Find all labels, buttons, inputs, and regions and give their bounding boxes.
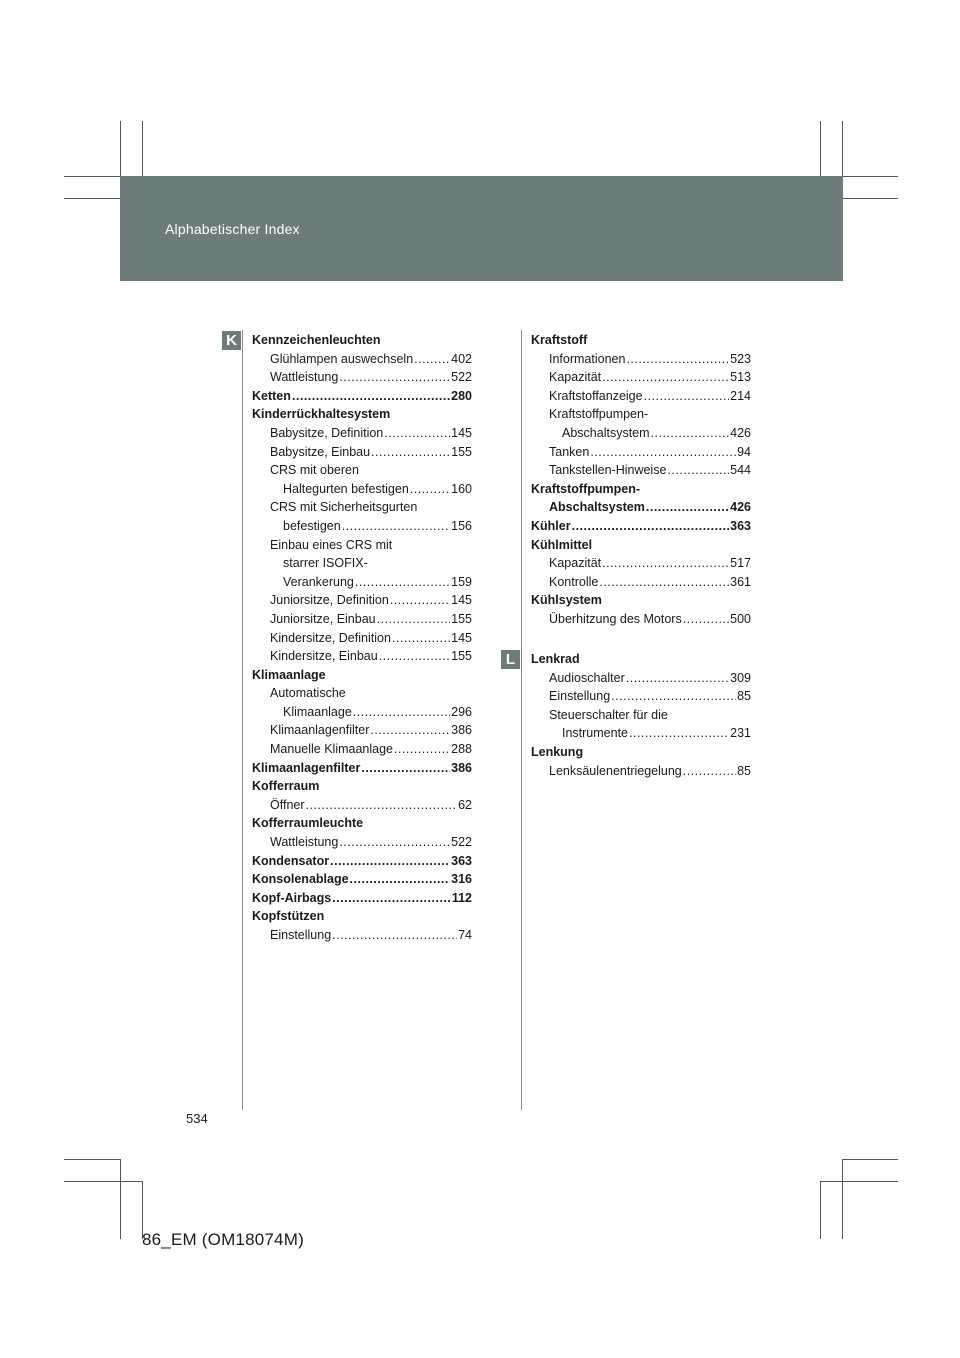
crop-mark xyxy=(820,1181,898,1182)
leader-dots xyxy=(602,554,729,573)
index-entry-text: starrer ISOFIX- xyxy=(283,556,368,571)
leader-dots xyxy=(646,498,729,517)
crop-mark xyxy=(842,1159,898,1160)
index-entry xyxy=(252,814,472,833)
index-entry-text: Lenkung xyxy=(531,744,584,759)
index-entry-text: Klimaanlage xyxy=(283,704,352,719)
index-entry xyxy=(252,647,472,666)
index-entry xyxy=(252,573,472,592)
index-entry-page: 288 xyxy=(451,742,472,757)
index-entry-page: 513 xyxy=(730,370,751,385)
leader-dots xyxy=(667,461,729,480)
leader-dots xyxy=(390,591,450,610)
leader-dots xyxy=(394,740,450,759)
index-entry xyxy=(252,759,472,778)
index-entry xyxy=(531,461,751,480)
index-column-right-l xyxy=(531,650,751,780)
index-entry xyxy=(531,591,751,610)
leader-dots xyxy=(414,350,450,369)
index-entry-text: Kraftstoff xyxy=(531,333,588,347)
index-entry-page: 155 xyxy=(451,649,472,664)
index-entry xyxy=(531,368,751,387)
index-entry-page: 500 xyxy=(730,611,751,626)
leader-dots xyxy=(626,669,729,688)
leader-dots xyxy=(683,610,729,629)
index-entry-text: CRS mit Sicherheitsgurten xyxy=(270,500,418,515)
letter-tab-k: K xyxy=(222,331,241,350)
index-entry-page: 62 xyxy=(458,797,472,812)
index-entry-text: Kontrolle xyxy=(549,574,599,589)
index-entry xyxy=(252,536,472,555)
index-entry-text: Lenksäulenentriegelung xyxy=(549,763,682,778)
index-entry xyxy=(531,405,751,424)
leader-dots xyxy=(626,350,729,369)
index-entry-text: Juniorsitze, Einbau xyxy=(270,611,376,626)
index-entry-page: 74 xyxy=(458,928,472,942)
index-entry-page: 386 xyxy=(451,723,472,738)
index-entry-page: 214 xyxy=(730,388,751,403)
index-entry xyxy=(252,907,472,926)
leader-dots xyxy=(644,387,730,406)
index-entry-text: Abschaltsystem xyxy=(549,500,645,515)
index-entry-text: Kühler xyxy=(531,518,571,533)
index-entry-page: 522 xyxy=(451,370,472,385)
index-entry-page: 426 xyxy=(730,500,751,515)
leader-dots xyxy=(370,721,450,740)
index-entry-text: Kraftstoffpumpen- xyxy=(531,481,641,496)
leader-dots xyxy=(332,889,451,908)
leader-dots xyxy=(371,443,450,462)
crop-mark xyxy=(64,1181,142,1182)
index-entry-text: Juniorsitze, Definition xyxy=(270,593,389,608)
index-entry-page: 361 xyxy=(730,574,751,589)
index-entry xyxy=(531,724,751,743)
index-entry xyxy=(252,331,472,350)
leader-dots xyxy=(572,517,730,536)
index-entry-text: Kofferraumleuchte xyxy=(252,816,364,831)
leader-dots xyxy=(683,762,736,781)
index-entry xyxy=(252,517,472,536)
index-entry xyxy=(252,443,472,462)
crop-mark xyxy=(820,1181,821,1239)
index-entry-text: Konsolenablage xyxy=(252,872,349,887)
index-entry-page: 386 xyxy=(451,760,472,775)
index-entry-text: Instrumente xyxy=(562,726,629,741)
index-entry-text: Manuelle Klimaanlage xyxy=(270,742,393,757)
index-entry xyxy=(252,387,472,406)
index-entry-text: Steuerschalter für die xyxy=(549,707,668,722)
leader-dots xyxy=(292,387,450,406)
index-entry-text: Automatische xyxy=(270,686,346,701)
index-entry-page: 363 xyxy=(730,518,751,533)
index-entry-text: Kindersitze, Definition xyxy=(270,630,391,645)
index-entry xyxy=(531,573,751,592)
index-entry xyxy=(252,684,472,703)
index-entry-text: Babysitze, Einbau xyxy=(270,444,371,459)
index-entry-text: Kondensator xyxy=(252,853,330,868)
index-entry-text: Glühlampen auswechseln xyxy=(270,351,414,366)
index-entry-page: 156 xyxy=(451,518,472,533)
index-entry xyxy=(531,706,751,725)
index-entry xyxy=(252,777,472,796)
index-entry xyxy=(252,852,472,871)
index-entry xyxy=(252,498,472,517)
crop-mark xyxy=(64,1159,120,1160)
index-entry-text: Informationen xyxy=(549,351,626,366)
index-entry xyxy=(252,833,472,852)
index-entry xyxy=(252,629,472,648)
index-entry-page: 426 xyxy=(730,425,751,440)
leader-dots xyxy=(590,443,736,462)
index-entry xyxy=(531,424,751,443)
index-entry-text: Ketten xyxy=(252,388,291,403)
leader-dots xyxy=(339,368,450,387)
index-entry-text: Kopf-Airbags xyxy=(252,890,332,905)
index-entry xyxy=(252,591,472,610)
leader-dots xyxy=(342,517,450,536)
index-entry xyxy=(252,461,472,480)
leader-dots xyxy=(611,687,736,706)
index-entry xyxy=(252,368,472,387)
index-entry-text: Kapazität xyxy=(549,556,602,571)
index-entry xyxy=(252,796,472,815)
index-entry xyxy=(531,517,751,536)
index-entry xyxy=(252,405,472,424)
index-entry-text: Kapazität xyxy=(549,370,602,385)
page-number: 534 xyxy=(186,1111,208,1126)
index-entry-text: Einstellung xyxy=(549,689,611,704)
index-entry xyxy=(252,666,472,685)
index-entry-text: CRS mit oberen xyxy=(270,463,359,478)
index-entry-page: 155 xyxy=(451,444,472,459)
index-entry xyxy=(531,743,751,762)
index-entry-page: 85 xyxy=(737,763,751,778)
leader-dots xyxy=(379,647,450,666)
index-entry-text: Klimaanlage xyxy=(252,667,326,682)
index-entry-page: 145 xyxy=(451,593,472,608)
index-entry-text: Einbau eines CRS mit xyxy=(270,537,393,552)
leader-dots xyxy=(651,424,730,443)
index-entry-page: 145 xyxy=(451,630,472,645)
index-entry xyxy=(252,554,472,573)
index-entry-text: Wattleistung xyxy=(270,835,339,850)
leader-dots xyxy=(384,424,450,443)
column-divider xyxy=(521,330,522,1110)
index-entry-page: 159 xyxy=(451,574,472,589)
index-entry-text: Wattleistung xyxy=(270,370,339,385)
leader-dots xyxy=(629,724,729,743)
index-entry xyxy=(531,669,751,688)
column-divider xyxy=(242,330,243,1110)
index-entry xyxy=(531,554,751,573)
index-entry-page: 309 xyxy=(730,670,751,685)
index-entry-text: Kofferraum xyxy=(252,779,320,794)
index-entry xyxy=(252,870,472,889)
index-entry-text: Kühlmittel xyxy=(531,537,593,552)
leader-dots xyxy=(353,703,450,722)
index-entry-page: 517 xyxy=(730,556,751,571)
index-entry-page: 522 xyxy=(451,835,472,850)
index-entry-page: 402 xyxy=(451,351,472,366)
index-entry-text: Abschaltsystem xyxy=(562,425,650,440)
index-entry xyxy=(531,650,751,669)
index-entry-text: Lenkrad xyxy=(531,652,580,666)
index-entry-page: 145 xyxy=(451,425,472,440)
crop-mark xyxy=(120,1159,121,1239)
leader-dots xyxy=(602,368,729,387)
leader-dots xyxy=(350,870,451,889)
index-entry-page: 316 xyxy=(451,872,472,887)
leader-dots xyxy=(306,796,458,815)
index-entry xyxy=(531,498,751,517)
index-entry xyxy=(252,889,472,908)
index-entry xyxy=(531,443,751,462)
index-entry xyxy=(252,350,472,369)
leader-dots xyxy=(330,852,450,871)
index-entry-text: Babysitze, Definition xyxy=(270,425,384,440)
index-entry-text: Überhitzung des Motors xyxy=(549,611,682,626)
index-entry-text: Kühlsystem xyxy=(531,593,602,608)
index-entry-page: 280 xyxy=(451,388,472,403)
index-entry xyxy=(531,350,751,369)
index-entry xyxy=(252,740,472,759)
leader-dots xyxy=(332,926,457,945)
leader-dots xyxy=(599,573,729,592)
index-entry-text: Haltegurten befestigen xyxy=(283,481,409,496)
index-entry xyxy=(531,762,751,781)
index-entry xyxy=(531,331,751,350)
letter-tab-l: L xyxy=(501,650,520,669)
section-header xyxy=(120,176,843,281)
index-entry xyxy=(531,480,751,499)
index-entry-text: Audioschalter xyxy=(549,670,625,685)
index-entry xyxy=(531,610,751,629)
index-entry xyxy=(252,480,472,499)
index-entry-text: Tankstellen-Hinweise xyxy=(549,463,667,478)
index-entry-text: Kinderrückhaltesystem xyxy=(252,407,391,422)
index-entry xyxy=(252,424,472,443)
leader-dots xyxy=(361,759,450,778)
leader-dots xyxy=(410,480,450,499)
index-entry-page: 112 xyxy=(451,890,472,905)
index-entry xyxy=(252,926,472,945)
index-entry-text: Kennzeichenleuchten xyxy=(252,333,381,347)
index-entry xyxy=(252,610,472,629)
index-entry-page: 85 xyxy=(737,689,751,704)
index-entry-page: 363 xyxy=(451,853,472,868)
crop-mark xyxy=(842,1159,843,1239)
index-entry-page: 160 xyxy=(451,481,472,496)
index-column-right-k xyxy=(531,331,751,629)
leader-dots xyxy=(339,833,450,852)
index-entry-text: befestigen xyxy=(283,518,341,533)
index-entry-text: Kopfstützen xyxy=(252,909,325,924)
index-entry-text: Kindersitze, Einbau xyxy=(270,649,378,664)
index-entry-page: 296 xyxy=(451,704,472,719)
index-entry xyxy=(531,536,751,555)
index-entry xyxy=(252,721,472,740)
leader-dots xyxy=(355,573,450,592)
index-entry-text: Kraftstoffpumpen- xyxy=(549,407,649,422)
index-entry-page: 94 xyxy=(737,444,751,459)
index-entry-page: 155 xyxy=(451,611,472,626)
index-entry-page: 544 xyxy=(730,463,751,478)
leader-dots xyxy=(377,610,451,629)
index-column-left xyxy=(252,331,472,945)
index-entry-text: Öffner xyxy=(270,797,305,812)
index-entry-text: Kraftstoffanzeige xyxy=(549,388,643,403)
leader-dots xyxy=(392,629,450,648)
section-title: Alphabetischer Index xyxy=(165,221,300,237)
index-entry xyxy=(252,703,472,722)
index-entry-text: Tanken xyxy=(549,444,590,459)
index-entry xyxy=(531,687,751,706)
index-entry-text: Klimaanlagenfilter xyxy=(270,723,370,738)
index-entry-text: Einstellung xyxy=(270,928,332,942)
index-entry-text: Verankerung xyxy=(283,574,354,589)
index-entry xyxy=(531,387,751,406)
document-code: 86_EM (OM18074M) xyxy=(142,1230,304,1249)
index-entry-text: Klimaanlagenfilter xyxy=(252,760,361,775)
index-entry-page: 231 xyxy=(730,726,751,741)
index-entry-page: 523 xyxy=(730,351,751,366)
